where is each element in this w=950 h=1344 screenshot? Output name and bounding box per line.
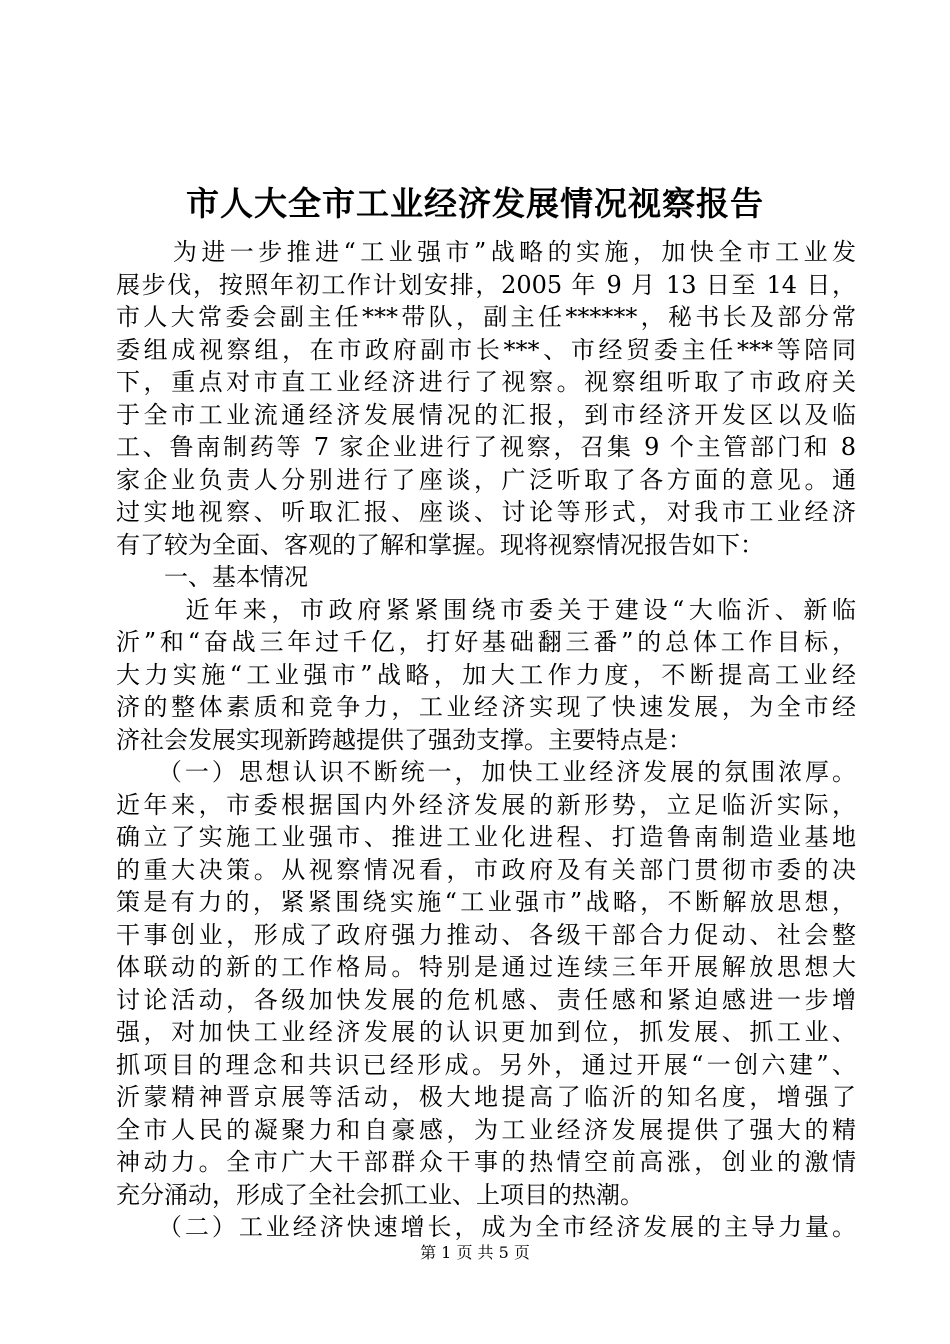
body-line: 委组成视察组，在市政府副市长***、市经贸委主任***等陪同 [116,335,856,364]
body-line: 济的整体素质和竞争力，工业经济实现了快速发展，为全市经 [116,693,856,721]
body-line: 市人大常委会副主任***带队，副主任******，秘书长及部分常 [116,303,856,331]
body-line: 强，对加快工业经济发展的认识更加到位，抓发展、抓工业、 [116,1018,856,1046]
body-line: 体联动的新的工作格局。特别是通过连续三年开展解放思想大 [116,953,856,981]
page-footer: 第 1 页 共 5 页 [420,1243,530,1262]
body-line: 确立了实施工业强市、推进工业化进程、打造鲁南制造业基地 [116,823,856,851]
body-line: 展步伐，按照年初工作计划安排，2005 年 9 月 13 日至 14 日， [116,270,856,299]
section-heading: 一、基本情况 [116,563,308,591]
body-line: 的重大决策。从视察情况看，市政府及有关部门贯彻市委的决 [116,855,856,884]
body-line: 沂蒙精神晋京展等活动，极大地提高了临沂的知名度，增强了 [116,1083,856,1111]
document-title: 市人大全市工业经济发展情况视察报告 [186,184,764,223]
document-body [116,236,856,1244]
body-line: 抓项目的理念和共识已经形成。另外，通过开展“一创六建”、 [116,1050,856,1079]
body-line: 策是有力的，紧紧围绕实施“工业强市”战略，不断解放思想， [116,888,856,916]
body-line: 有了较为全面、客观的了解和掌握。现将视察情况报告如下： [116,530,764,559]
body-line: 沂”和“奋战三年过千亿，打好基础翻三番”的总体工作目标， [116,628,856,656]
body-line: 大力实施“工业强市”战略，加大工作力度，不断提高工业经 [116,660,856,689]
body-line: 充分涌动，形成了全社会抓工业、上项目的热潮。 [116,1180,644,1209]
body-line: 近年来，市委根据国内外经济发展的新形势，立足临沂实际， [116,790,856,819]
body-line: 过实地视察、听取汇报、座谈、讨论等形式，对我市工业经济 [116,498,856,526]
body-line: 干事创业，形成了政府强力推动、各级干部合力促动、社会整 [116,920,856,949]
subsection-heading: （一）思想认识不断统一，加快工业经济发展的氛围浓厚。 [116,758,856,786]
body-line: 全市人民的凝聚力和自豪感，为工业经济发展提供了强大的精 [116,1115,856,1144]
body-line: 家企业负责人分别进行了座谈，广泛听取了各方面的意见。通 [116,465,856,494]
body-line: 济社会发展实现新跨越提供了强劲支撑。主要特点是： [116,725,692,754]
body-line: 讨论活动，各级加快发展的危机感、责任感和紧迫感进一步增 [116,985,856,1014]
subsection-heading: （二）工业经济快速增长，成为全市经济发展的主导力量。 [116,1213,856,1241]
body-line: 神动力。全市广大干部群众干事的热情空前高涨，创业的激情 [116,1148,856,1176]
body-line: 近年来，市政府紧紧围绕市委关于建设“大临沂、新临 [116,595,856,624]
body-line: 下，重点对市直工业经济进行了视察。视察组听取了市政府关 [116,368,856,396]
body-line: 为进一步推进“工业强市”战略的实施，加快全市工业发 [116,238,856,266]
body-line: 工、鲁南制药等 7 家企业进行了视察，召集 9 个主管部门和 8 [116,433,856,461]
body-line: 于全市工业流通经济发展情况的汇报，到市经济开发区以及临 [116,400,856,429]
